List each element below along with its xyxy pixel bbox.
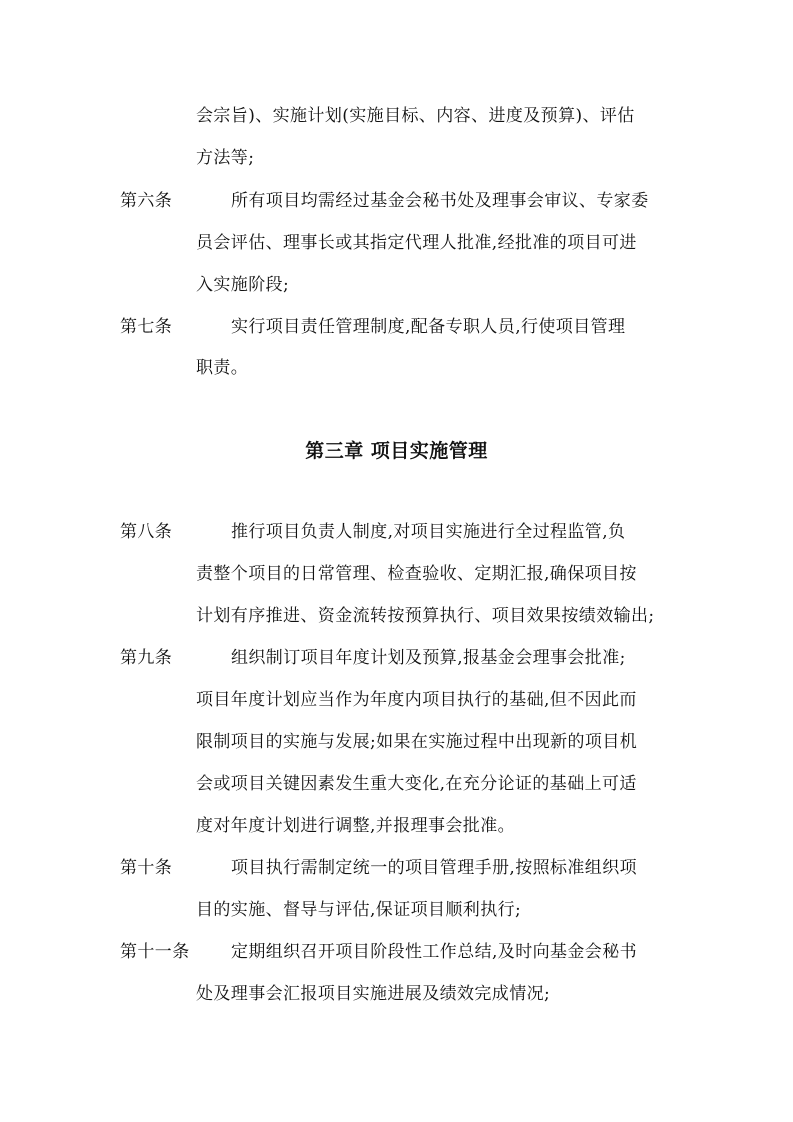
article-line: 计划有序推进、资金流转按预算执行、项目效果按绩效输出; [196, 606, 655, 626]
article-line: 项目执行需制定统一的项目管理手册,按照标准组织项 [231, 858, 638, 878]
continued-line: 方法等; [196, 148, 255, 168]
article-line: 所有项目均需经过基金会秘书处及理事会审议、专家委 [231, 191, 649, 211]
article-line: 责整个项目的日常管理、检查验收、定期汇报,确保项目按 [196, 564, 637, 584]
article-line: 入实施阶段; [196, 275, 290, 295]
article-line: 处及理事会汇报项目实施进展及绩效完成情况; [196, 984, 551, 1004]
chapter-title: 第三章 项目实施管理 [305, 440, 488, 462]
article-line: 推行项目负责人制度,对项目实施进行全过程监管,负 [231, 522, 626, 542]
article-label: 第九条 [120, 648, 173, 668]
article-line: 组织制订项目年度计划及预算,报基金会理事会批准; [231, 648, 626, 668]
article-label: 第十一条 [120, 942, 190, 962]
article-line: 员会评估、理事长或其指定代理人批准,经批准的项目可进 [196, 233, 637, 253]
continued-line: 会宗旨)、实施计划(实施目标、内容、进度及预算)、评估 [196, 106, 635, 126]
article-line: 度对年度计划进行调整,并报理事会批准。 [196, 816, 516, 836]
article-line: 会或项目关键因素发生重大变化,在充分论证的基础上可适 [196, 774, 637, 794]
article-line: 实行项目责任管理制度,配备专职人员,行使项目管理 [231, 317, 626, 337]
article-line: 职责。 [196, 358, 249, 378]
article-line: 限制项目的实施与发展;如果在实施过程中出现新的项目机 [196, 732, 638, 752]
article-label: 第七条 [120, 317, 173, 337]
article-label: 第六条 [120, 191, 173, 211]
article-line: 项目年度计划应当作为年度内项目执行的基础,但不因此而 [196, 690, 637, 710]
article-label: 第十条 [120, 858, 173, 878]
article-line: 定期组织召开项目阶段性工作总结,及时向基金会秘书 [231, 942, 638, 962]
article-line: 目的实施、督导与评估,保证项目顺利执行; [196, 900, 522, 920]
article-label: 第八条 [120, 522, 173, 542]
